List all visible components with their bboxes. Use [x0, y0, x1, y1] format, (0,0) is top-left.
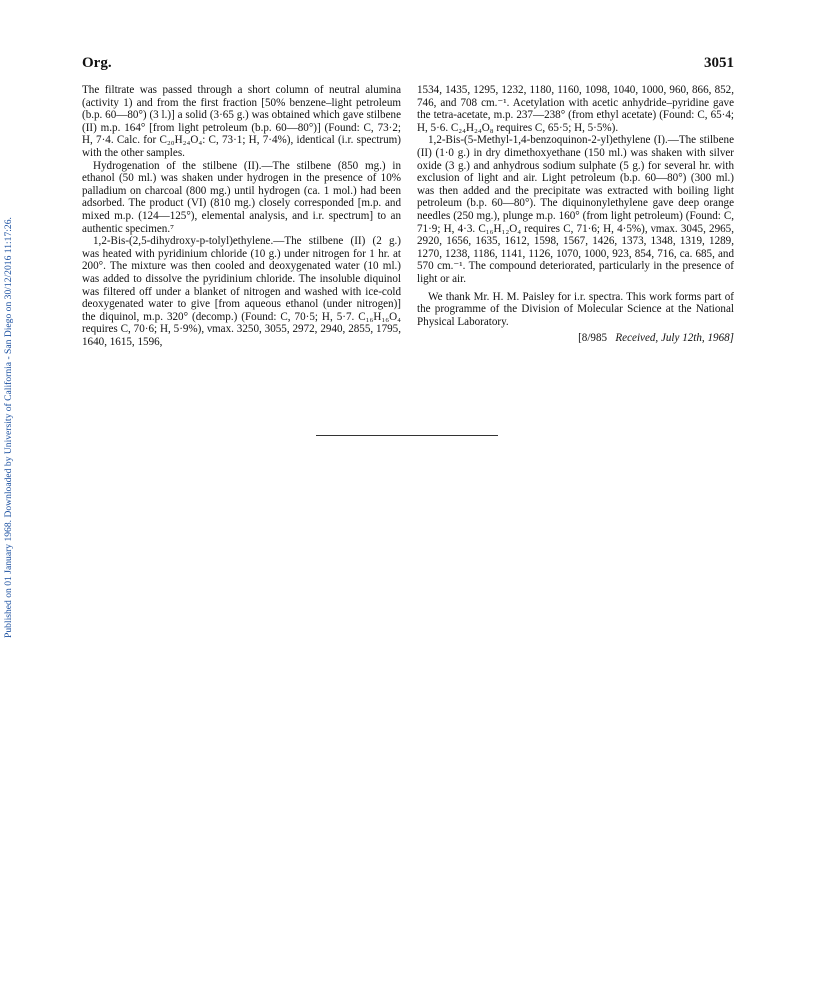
paragraph-diquinol: 1,2-Bis-(2,5-dihydroxy-p-tolyl)ethylene.—The stilbene (II) (2 g.) was heated with pyridinium chloride (10 g.) under nitrogen for 1 hr. at 200°. The mixture was then cooled and deoxygenated water (10 ml.) was added to dissolve the pyridinium chloride. The insoluble diquinol was filtered off under a blanket of nitrogen and washed with ice-cold deoxygenated water to give [from aqueous ethanol (under nitrogen)] the diquinol, m.p. 320° (decomp.) (Found: C, 70·5; H, 5·7. C₁₆H₁₆O₄ requires C, 70·6; H, 5·9%), νmax. 3250, 3055, 2972, 2940, 2855, 1795, 1640, 1615, 1596, — [82, 235, 401, 348]
page-number: 3051 — [704, 55, 734, 71]
left-column — [82, 84, 401, 348]
received-ref: [8/985 — [578, 332, 608, 345]
download-watermark-text: Published on 01 January 1968. Downloaded by University of California - San Diego on 30/12/2016 11:17:26. — [3, 217, 14, 638]
received-date: Received, July 12th, 1968] — [615, 332, 734, 345]
paragraph-hydrogenation: Hydrogenation of the stilbene (II).—The stilbene (850 mg.) in ethanol (50 ml.) was shaken under hydrogen in the presence of 10% palladium on charcoal (800 mg.) until hydrogen (ca. 1 mol.) had been adsorbed. The product (VI) (810 mg.) closely corresponded [m.p. and mixed m.p. (124—125°), elemental analysis, and i.r. spectrum] to an authentic specimen.⁷ — [82, 159, 401, 235]
journal-section-header: Org. — [82, 55, 112, 71]
received-line — [417, 332, 734, 345]
end-of-article-rule — [316, 435, 498, 436]
right-column — [417, 84, 734, 345]
paragraph-ir-continued: 1534, 1435, 1295, 1232, 1180, 1160, 1098, 1040, 1000, 960, 866, 852, 746, and 708 cm.⁻¹. Acetylation with acetic anhydride–pyridine gave the tetra-acetate, m.p. 237—238° (from ethyl acetate) (Found: C, 65·4; H, 5·6. C₂₄H₂₄O₈ requires C, 65·5; H, 5·5%). — [417, 84, 734, 134]
download-watermark — [3, 158, 17, 638]
acknowledgement: We thank Mr. H. M. Paisley for i.r. spectra. This work forms part of the programme of the Division of Molecular Science at the National Physical Laboratory. — [417, 290, 734, 328]
paragraph-filtrate: The filtrate was passed through a short column of neutral alumina (activity 1) and from the first fraction [50% benzene–light petroleum (b.p. 60—80°) (3 l.)] a solid (3·65 g.) was obtained which gave stilbene (II) m.p. 164° [from light petroleum (b.p. 60—80°)] (Found: C, 73·2; H, 7·4. Calc. for C₂₀H₂₄O₄: C, 73·1; H, 7·4%), identical (i.r. spectrum) with the other samples. — [82, 84, 401, 159]
paragraph-diquinonylethylene: 1,2-Bis-(5-Methyl-1,4-benzoquinon-2-yl)ethylene (I).—The stilbene (II) (1·0 g.) in dry dimethoxyethane (150 ml.) was shaken with silver oxide (3 g.) and anhydrous sodium sulphate (5 g.) for several hr. with exclusion of light and air. Light petroleum (b.p. 60—80°) (300 ml.) was then added and the precipitate was extracted with boiling light petroleum (b.p. 60—80°). The diquinonylethylene gave deep orange needles (250 mg.), plunge m.p. 160° (from light petroleum) (Found: C, 71·9; H, 4·3. C₁₆H₁₂O₄ requires C, 71·6; H, 4·5%), νmax. 3045, 2965, 2920, 1656, 1635, 1612, 1598, 1567, 1426, 1373, 1348, 1319, 1289, 1270, 1238, 1186, 1141, 1126, 1070, 1000, 923, 854, 716, ca. 685, and 570 cm.⁻¹. The compound deteriorated, particularly in the presence of light or air. — [417, 134, 734, 285]
